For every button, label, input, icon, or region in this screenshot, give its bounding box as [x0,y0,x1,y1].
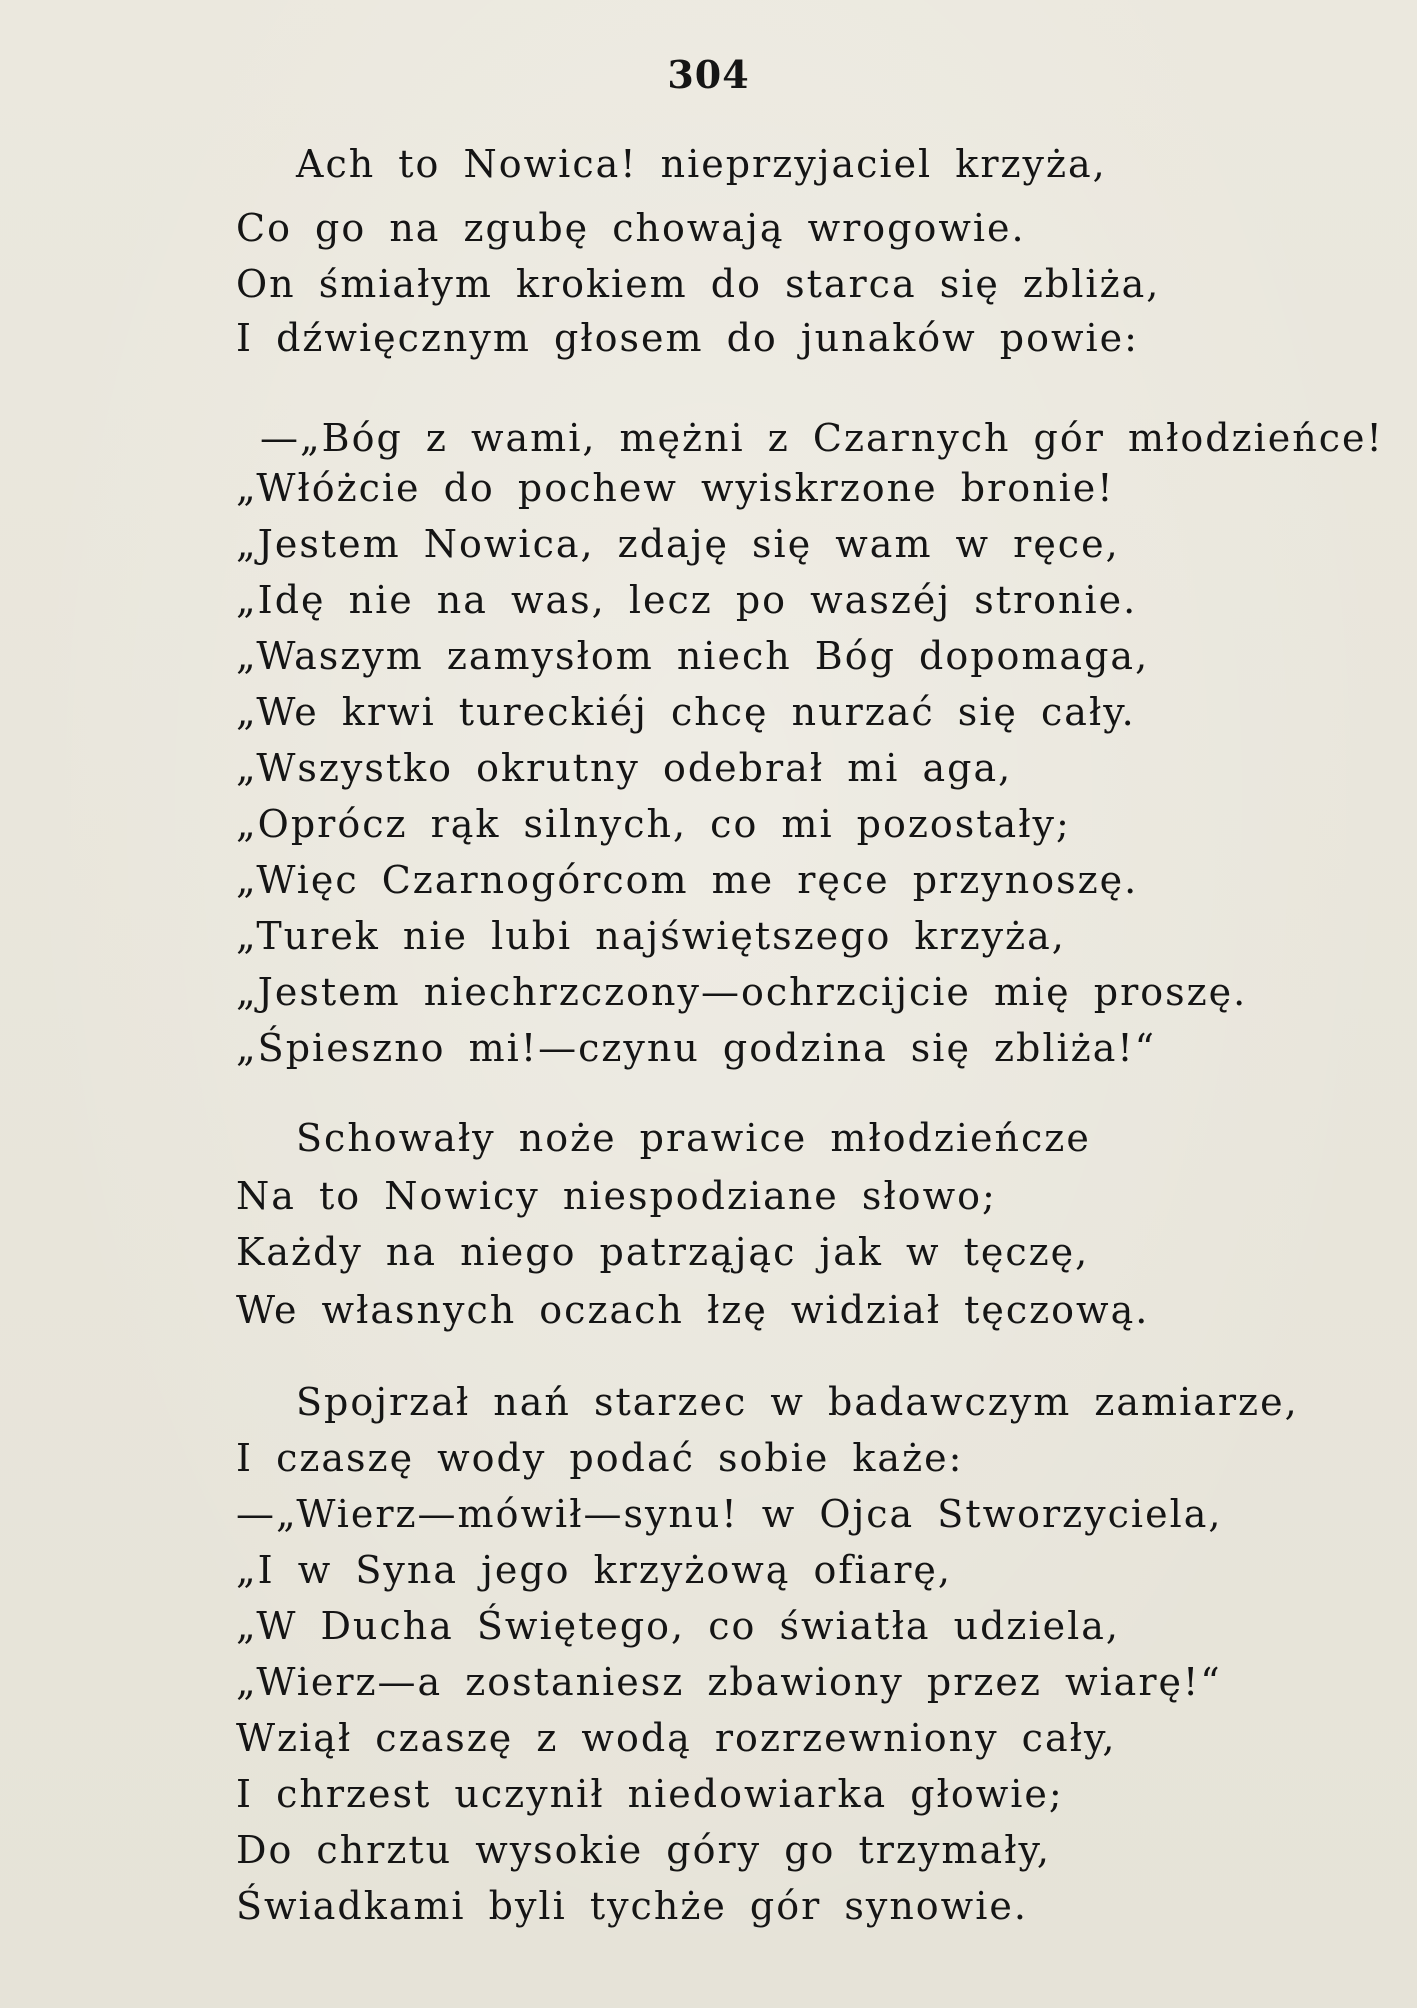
poem-line: „Włóżcie do pochew wyiskrzone bronie! [236,466,1115,510]
poem-line: „Jestem niechrzczony—ochrzcijcie mię proszę. [236,970,1248,1014]
poem-line: On śmiałym krokiem do starca się zbliża, [236,262,1161,306]
poem-line: „Więc Czarnogórcom me ręce przynoszę. [236,858,1139,902]
poem-line: „Wierz—a zostaniesz zbawiony przez wiarę!“ [236,1660,1222,1704]
poem-line: „W Ducha Świętego, co światła udziela, [236,1604,1120,1648]
poem-line: I dźwięcznym głosem do junaków powie: [236,316,1139,360]
poem-line: „Oprócz rąk silnych, co mi pozostały; [236,802,1071,846]
poem-line: Świadkami byli tychże gór synowie. [236,1884,1028,1928]
poem-line: I chrzest uczynił niedowiarka głowie; [236,1772,1064,1816]
poem-line: „Śpieszno mi!—czynu godzina się zbliża!“ [236,1026,1157,1070]
poem-line: Co go na zgubę chowają wrogowie. [236,206,1026,250]
poem-line: „Idę nie na was, lecz po waszéj stronie. [236,578,1138,622]
poem-line: Każdy na niego patrząjąc jak w tęczę, [236,1230,1090,1274]
poem-line: „I w Syna jego krzyżową ofiarę, [236,1548,952,1592]
poem-line: „Turek nie lubi najświętszego krzyża, [236,914,1066,958]
poem-line: Wziął czaszę z wodą rozrzewniony cały, [236,1716,1117,1760]
poem-line: Do chrztu wysokie góry go trzymały, [236,1828,1051,1872]
poem-line: Na to Nowicy niespodziane słowo; [236,1174,997,1218]
poem-line: Spojrzał nań starzec w badawczym zamiarze, [296,1380,1299,1424]
poem-line: Schowały noże prawice młodzieńcze [296,1116,1091,1160]
poem-line: „We krwi tureckiéj chcę nurzać się cały. [236,690,1136,734]
page-number: 304 [667,52,750,97]
poem-line: I czaszę wody podać sobie każe: [236,1436,964,1480]
poem-line: —„Wierz—mówił—synu! w Ojca Stworzyciela, [236,1492,1223,1536]
poem-line: We własnych oczach łzę widział tęczową. [236,1288,1150,1332]
poem-line: „Waszym zamysłom niech Bóg dopomaga, [236,634,1150,678]
poem-line: —„Bóg z wami, mężni z Czarnych gór młodzieńce! [260,416,1384,460]
poem-line: Ach to Nowica! nieprzyjaciel krzyża, [296,142,1107,186]
poem-line: „Jestem Nowica, zdaję się wam w ręce, [236,522,1120,566]
poem-line: „Wszystko okrutny odebrał mi aga, [236,746,1013,790]
